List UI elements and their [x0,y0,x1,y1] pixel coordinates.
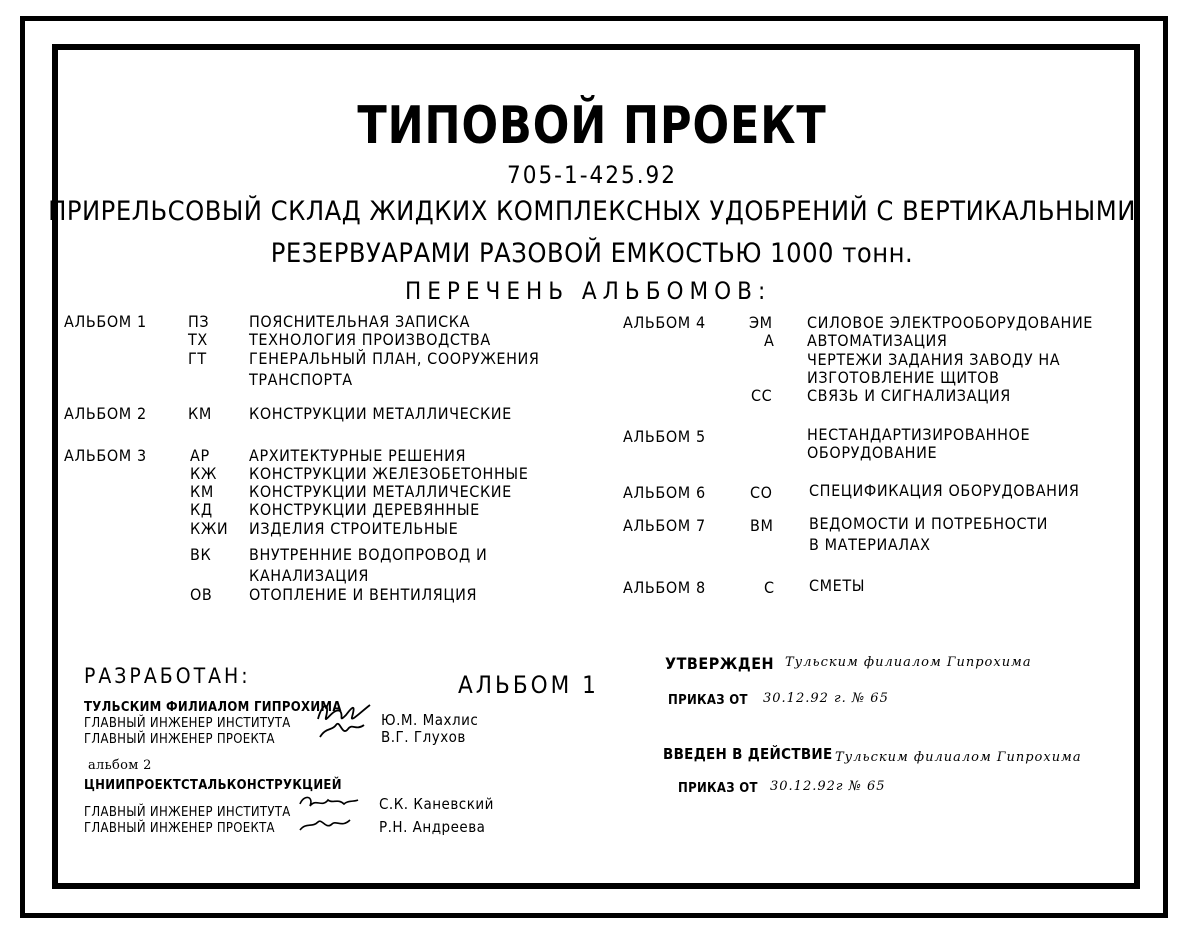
section-title: СВЯЗЬ И СИГНАЛИЗАЦИЯ [807,386,1011,405]
org1-person-2: В.Г. Глухов [381,728,466,746]
org2-person-2: Р.Н. Андреева [379,818,486,836]
page-title: ТИПОВОЙ ПРОЕКТ [357,96,827,156]
org2-name: ЦНИИПРОЕКТСТАЛЬКОНСТРУКЦИЕЙ [84,778,342,793]
section-title: В МАТЕРИАЛАХ [809,535,931,554]
section-title: АРХИТЕКТУРНЫЕ РЕШЕНИЯ [249,446,467,465]
section-title: ГЕНЕРАЛЬНЫЙ ПЛАН, СООРУЖЕНИЯ [249,349,540,368]
album-label: АЛЬБОМ 7 [623,516,706,535]
approved-by: Тульским филиалом Гипрохима [785,655,1032,670]
section-title: КОНСТРУКЦИИ ЖЕЛЕЗОБЕТОННЫЕ [249,464,529,483]
section-title: СМЕТЫ [809,576,866,595]
album-label: АЛЬБОМ 8 [623,578,706,597]
section-code: СС [751,386,773,405]
project-subtitle-line-2: РЕЗЕРВУАРАМИ РАЗОВОЙ ЕМКОСТЬЮ 1000 тонн. [270,238,914,269]
section-code: КМ [190,482,214,501]
section-title: КОНСТРУКЦИИ МЕТАЛЛИЧЕСКИЕ [249,404,512,423]
section-code: А [764,331,775,350]
section-code: С [764,578,775,597]
org2-role-project: ГЛАВНЫЙ ИНЖЕНЕР ПРОЕКТА [84,821,275,836]
section-title: КОНСТРУКЦИИ МЕТАЛЛИЧЕСКИЕ [249,482,512,501]
section-code: КД [190,500,213,519]
section-code: ТХ [188,330,208,349]
org1-person-1: Ю.М. Махлис [381,711,479,729]
section-code: ВМ [750,516,774,535]
approved-label: УТВЕРЖДЕН [665,654,775,673]
albums-list-heading: ПЕРЕЧЕНЬ АЛЬБОМОВ: [405,277,772,305]
org1-role-institute: ГЛАВНЫЙ ИНЖЕНЕР ИНСТИТУТА [84,716,291,731]
signature-makhlis [312,697,374,745]
enacted-by: Тульским филиалом Гипрохима [835,750,1082,765]
album-number-label: АЛЬБОМ 1 [458,671,599,699]
section-title: АВТОМАТИЗАЦИЯ [807,331,948,350]
section-title: ЧЕРТЕЖИ ЗАДАНИЯ ЗАВОДУ НА [807,350,1061,369]
section-title: ИЗГОТОВЛЕНИЕ ЩИТОВ [807,368,1000,387]
album-label: АЛЬБОМ 5 [623,427,706,446]
enacted-order-value: 30.12.92г № 65 [770,779,886,794]
section-title: ИЗДЕЛИЯ СТРОИТЕЛЬНЫЕ [249,519,459,538]
section-title: ВНУТРЕННИЕ ВОДОПРОВОД И [249,545,488,564]
album-label: АЛЬБОМ 3 [64,446,147,465]
signature-kanevsky-andreeva [296,790,362,838]
album-label: АЛЬБОМ 1 [64,312,147,331]
approved-order-value: 30.12.92 г. № 65 [763,691,889,706]
section-code: КЖИ [190,519,229,538]
project-code: 705-1-425.92 [506,161,678,189]
org1-role-project: ГЛАВНЫЙ ИНЖЕНЕР ПРОЕКТА [84,732,275,747]
section-code: ПЗ [188,312,210,331]
section-title: СИЛОВОЕ ЭЛЕКТРООБОРУДОВАНИЕ [807,313,1094,332]
album-label: АЛЬБОМ 4 [623,313,706,332]
section-code: ГТ [188,349,207,368]
enacted-order-label: ПРИКАЗ ОТ [678,781,758,796]
org2-role-institute: ГЛАВНЫЙ ИНЖЕНЕР ИНСТИТУТА [84,805,291,820]
section-title: ОТОПЛЕНИЕ И ВЕНТИЛЯЦИЯ [249,585,478,604]
section-code: АР [190,446,210,465]
section-title: ОБОРУДОВАНИЕ [807,443,938,462]
section-code: СО [750,483,773,502]
section-code: КМ [188,404,212,423]
section-code: ЭМ [749,313,773,332]
section-code: ОВ [190,585,213,604]
section-title: КАНАЛИЗАЦИЯ [249,566,369,585]
section-title: СПЕЦИФИКАЦИЯ ОБОРУДОВАНИЯ [809,481,1080,500]
section-title: НЕСТАНДАРТИЗИРОВАННОЕ [807,425,1031,444]
album-label: АЛЬБОМ 6 [623,483,706,502]
section-code: КЖ [190,464,217,483]
album2-note: альбом 2 [88,758,152,773]
section-title: ПОЯСНИТЕЛЬНАЯ ЗАПИСКА [249,312,471,331]
section-title: ТЕХНОЛОГИЯ ПРОИЗВОДСТВА [249,330,491,349]
enacted-label: ВВЕДЕН В ДЕЙСТВИЕ [663,745,833,763]
section-title: ВЕДОМОСТИ И ПОТРЕБНОСТИ [809,514,1048,533]
section-title: КОНСТРУКЦИИ ДЕРЕВЯННЫЕ [249,500,480,519]
approved-order-label: ПРИКАЗ ОТ [668,693,748,708]
org2-person-1: С.К. Каневский [379,795,494,813]
section-code: ВК [190,545,212,564]
org1-name: ТУЛЬСКИМ ФИЛИАЛОМ ГИПРОХИМА [84,700,342,715]
section-title: ТРАНСПОРТА [249,370,353,389]
project-subtitle-line-1: ПРИРЕЛЬСОВЫЙ СКЛАД ЖИДКИХ КОМПЛЕКСНЫХ УДОБРЕНИЙ С ВЕРТИКАЛЬНЫМИ [48,196,1136,227]
developed-label: РАЗРАБОТАН: [84,664,251,688]
album-label: АЛЬБОМ 2 [64,404,147,423]
